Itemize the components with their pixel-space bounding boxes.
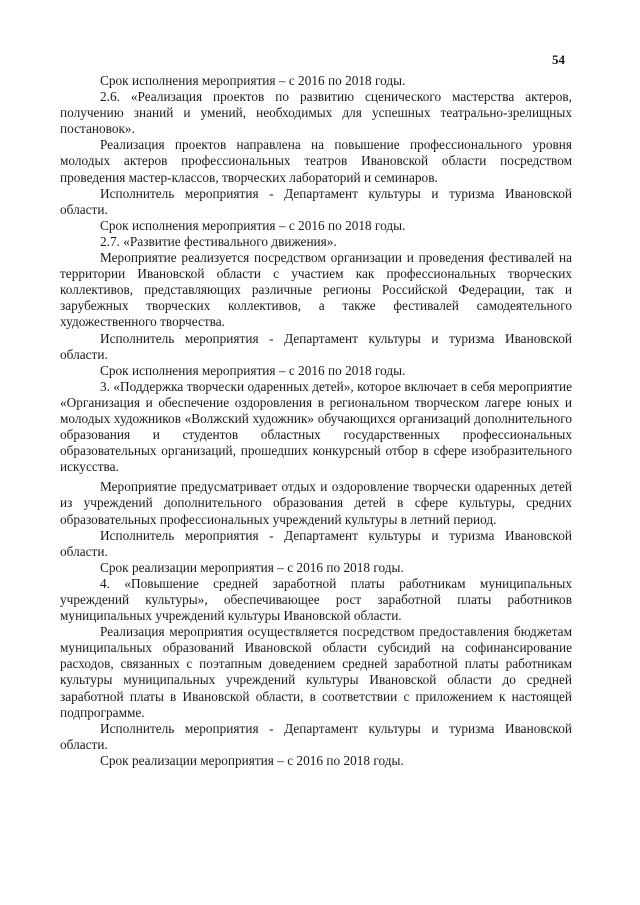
paragraph-deadline-1: Срок исполнения мероприятия – с 2016 по 2018 годы. (100, 73, 406, 88)
paragraph-item-2-6-title: 2.6. «Реализация проектов по развитию сценического мастерства актеров, получению знаний и умений, необходимых для успешных театрально-зрелищных постановок». (60, 89, 572, 137)
paragraph-executor-3: Исполнитель мероприятия - Департамент культуры и туризма Ивановской области. (60, 527, 572, 559)
document-body (60, 73, 572, 769)
paragraph-item-3-description: Мероприятие предусматривает отдых и оздоровление творчески одаренных детей из учреждений дополнительного образования детей в сфере культуры, средних образовательных профессиональных учреждений культуры в летний период. (60, 479, 572, 527)
paragraph-item-4-description: Реализация мероприятия осуществляется посредством предоставления бюджетам муниципальных образований Ивановской области субсидий на софинансирование расходов, связанных с поэтапным доведением средней заработной платы работникам культуры муниципальных учреждений культуры Ивановской области до средней заработной платы в Ивановской области, в соответствии с приложением к настоящей подпрограмме. (60, 624, 572, 720)
paragraph-item-2-6-description: Реализация проектов направлена на повышение профессионального уровня молодых актеров профессиональных театров Ивановской области посредством проведения мастер-классов, творческих лабораторий и семинаров. (60, 137, 572, 185)
paragraph-deadline-5: Срок реализации мероприятия – с 2016 по 2018 годы. (100, 752, 404, 768)
page-number: 54 (552, 52, 565, 67)
paragraph-executor-1: Исполнитель мероприятия - Департамент культуры и туризма Ивановской области. (60, 185, 572, 217)
paragraph-deadline-4: Срок реализации мероприятия – с 2016 по 2018 годы. (100, 559, 404, 575)
paragraph-item-4-title: 4. «Повышение средней заработной платы работникам муниципальных учреждений культуры», обеспечивающее рост заработной платы работников муниципальных учреждений культуры Ивановской области. (60, 575, 572, 624)
paragraph-executor-4: Исполнитель мероприятия - Департамент культуры и туризма Ивановской области. (60, 720, 572, 752)
paragraph-deadline-3: Срок исполнения мероприятия – с 2016 по 2018 годы. (100, 362, 406, 378)
paragraph-item-2-7-title: 2.7. «Развитие фестивального движения». (100, 233, 337, 249)
paragraph-item-2-7-description: Мероприятие реализуется посредством организации и проведения фестивалей на территории Ивановской области с участием как профессиональных творческих коллективов, представляющих различные регионы Российской Федерации, так и зарубежных творческих коллективов, а также фестивалей самодеятельного художественного творчества. (60, 250, 572, 330)
paragraph-item-3-title: 3. «Поддержка творчески одаренных детей», которое включает в себя мероприятие «Организация и обеспечение оздоровления в региональном творческом лагере юных и молодых художников «Волжский художник» обучающихся организаций дополнительного образования и студентов областных государственных профессиональных образовательных организаций, прошедших конкурсный отбор в сфере изобразительного искусства. (60, 378, 572, 475)
paragraph-executor-2: Исполнитель мероприятия - Департамент культуры и туризма Ивановской области. (60, 330, 572, 362)
paragraph-deadline-2: Срок исполнения мероприятия – с 2016 по 2018 годы. (100, 217, 406, 233)
